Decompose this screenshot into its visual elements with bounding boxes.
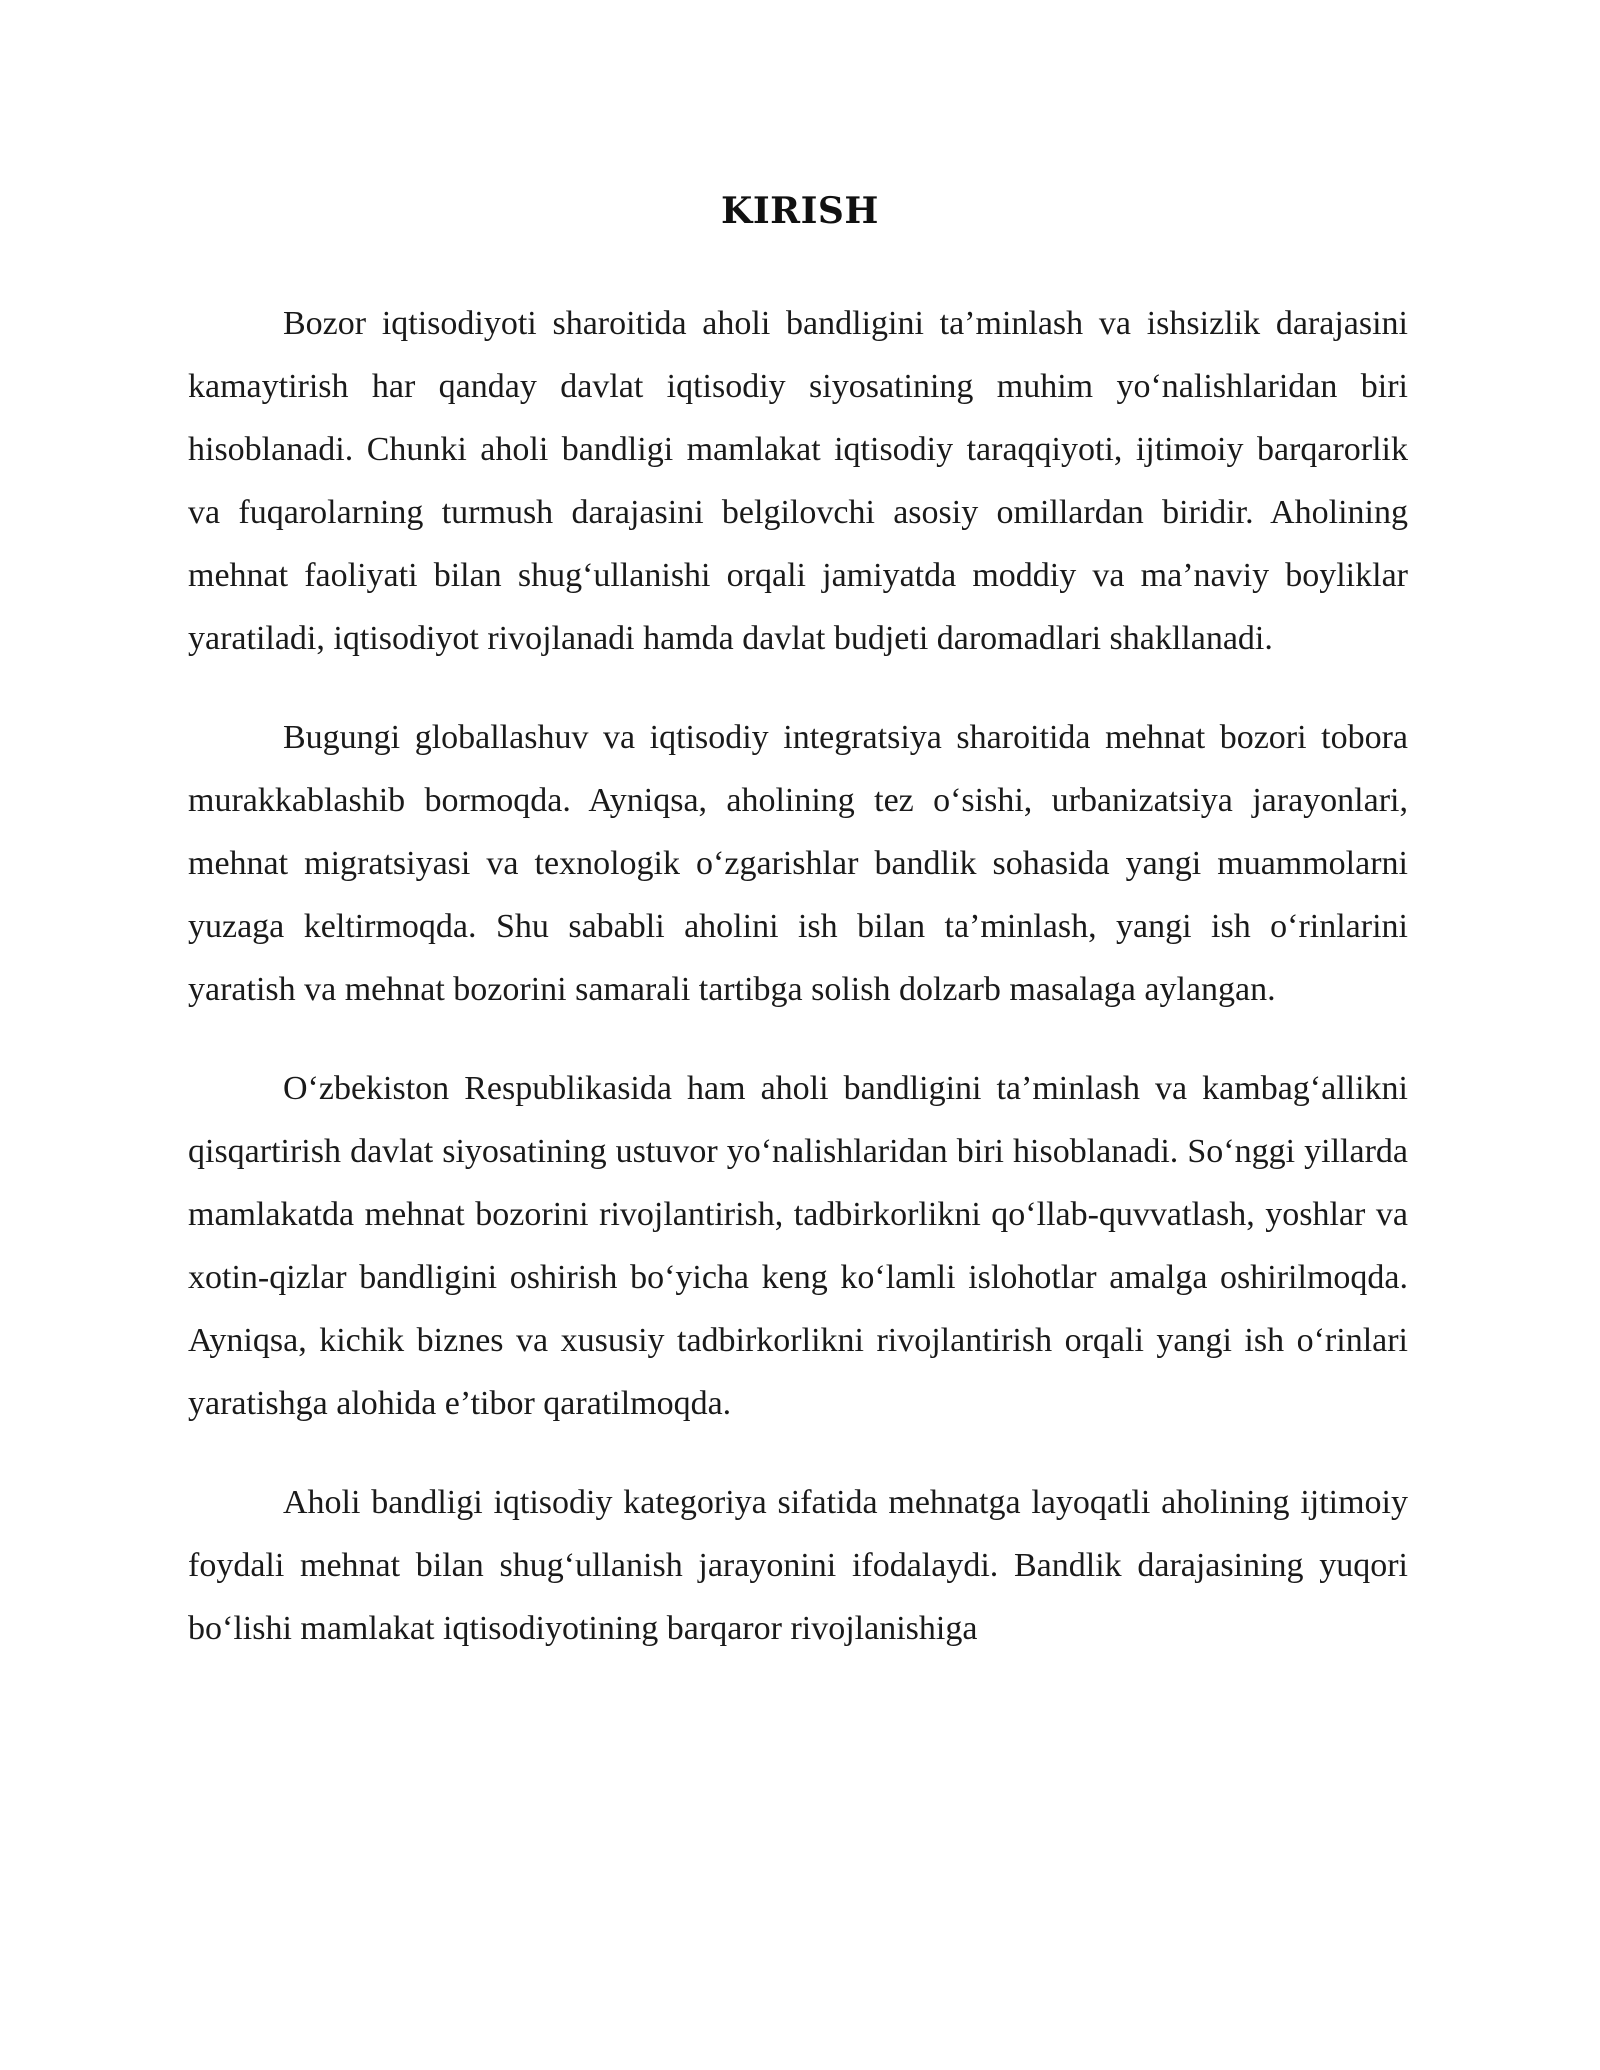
- paragraph-4: Aholi bandligi iqtisodiy kategoriya sifatida mehnatga layoqatli aholining ijtimoiy foydali mehnat bilan shug‘ullanish jarayonini ifodalaydi. Bandlik darajasining yuqori bo‘lishi mamlakat iqtisodiyotining barqaror rivojlanishiga: [188, 1484, 1408, 1647]
- paragraph-2: Bugungi globallashuv va iqtisodiy integratsiya sharoitida mehnat bozori tobora murakkablashib bormoqda. Ayniqsa, aholining tez o‘sishi, urbanizatsiya jarayonlari, mehnat migratsiyasi va texnologik o‘zgarishlar bandlik sohasida yangi muammolarni yuzaga keltirmoqda. Shu sababli aholini ish bilan ta’minlash, yangi ish o‘rinlarini yaratish va mehnat bozorini samarali tartibga solish dolzarb masalaga aylangan.: [188, 719, 1408, 1008]
- page-title: KIRISH: [721, 190, 879, 232]
- document-body: [188, 292, 1408, 1696]
- paragraph-1: Bozor iqtisodiyoti sharoitida aholi bandligini ta’minlash va ishsizlik darajasini kamaytirish har qanday davlat iqtisodiy siyosatining muhim yo‘nalishlaridan biri hisoblanadi. Chunki aholi bandligi mamlakat iqtisodiy taraqqiyoti, ijtimoiy barqarorlik va fuqarolarning turmush darajasini belgilovchi asosiy omillardan biridir. Aholining mehnat faoliyati bilan shug‘ullanishi orqali jamiyatda moddiy va ma’naviy boyliklar yaratiladi, iqtisodiyot rivojlanadi hamda davlat budjeti daromadlari shakllanadi.: [188, 305, 1408, 657]
- paragraph-3: O‘zbekiston Respublikasida ham aholi bandligini ta’minlash va kambag‘allikni qisqartirish davlat siyosatining ustuvor yo‘nalishlaridan biri hisoblanadi. So‘nggi yillarda mamlakatda mehnat bozorini rivojlantirish, tadbirkorlikni qo‘llab-quvvatlash, yoshlar va xotin-qizlar bandligini oshirish bo‘yicha keng ko‘lamli islohotlar amalga oshirilmoqda. Ayniqsa, kichik biznes va xususiy tadbirkorlikni rivojlantirish orqali yangi ish o‘rinlari yaratishga alohida e’tibor qaratilmoqda.: [188, 1070, 1408, 1422]
